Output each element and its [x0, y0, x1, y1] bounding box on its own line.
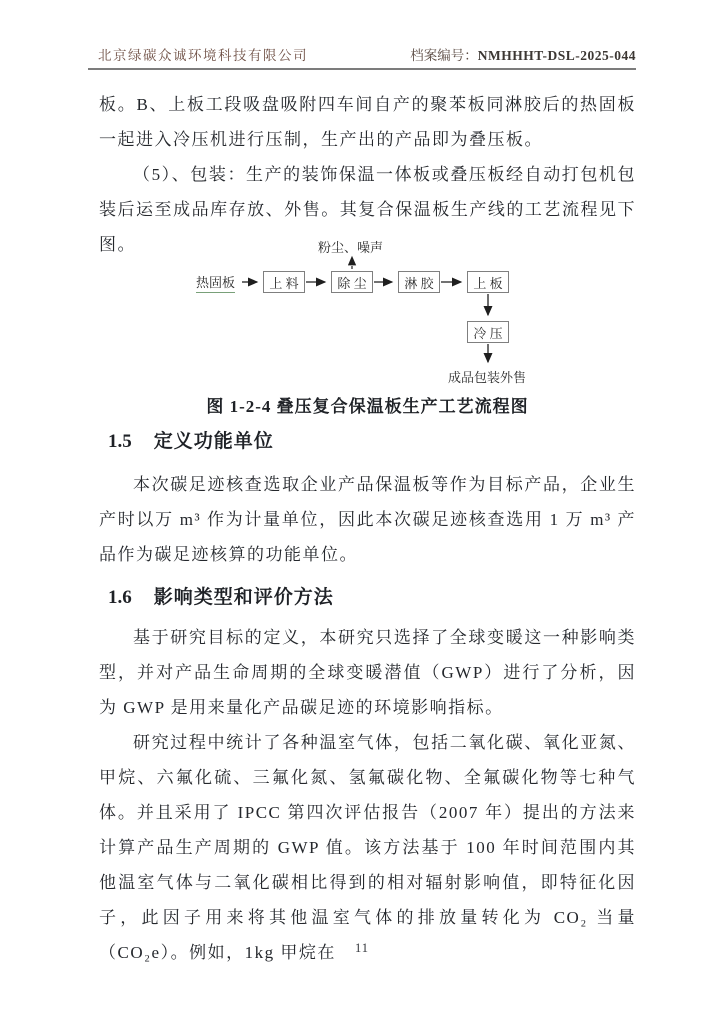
- section-number: 1.6: [108, 587, 132, 608]
- section-1-5-paragraph: 本次碳足迹核查选取企业产品保温板等作为目标产品，企业生产时以万 m³ 作为计量单位，因此本次碳足迹核查选用 1 万 m³ 产品作为碳足迹核算的功能单位。: [99, 475, 636, 564]
- intro-paragraph-2: （5）、包装：生产的装饰保温一体板或叠压板经自动打包机包装后运至成品库存放、外售。其复合保温板生产线的工艺流程见下图。: [99, 165, 636, 254]
- flow-step-dedust: 除 尘: [331, 271, 373, 293]
- flow-step-gluing: 淋 胶: [398, 271, 440, 293]
- intro-paragraph-1: 板。B、上板工段吸盘吸附四车间自产的聚苯板同淋胶后的热固板一起进入冷压机进行压制，生产出的产品即为叠压板。: [99, 95, 636, 149]
- figure-caption: 图 1-2-4 叠压复合保温板生产工艺流程图: [206, 397, 529, 416]
- flow-step-feeding: 上 料: [263, 271, 305, 293]
- flow-emission-label: 粉尘、噪声: [318, 240, 384, 255]
- flow-step-boarding: 上 板: [467, 271, 509, 293]
- flow-step-coldpress: 冷 压: [467, 321, 509, 343]
- flow-input-label: 热固板: [196, 272, 235, 293]
- section-heading-1-6: [108, 582, 636, 609]
- section-heading-1-5: [108, 426, 636, 453]
- process-flowchart: [180, 236, 560, 388]
- page-number: 11: [354, 941, 370, 955]
- page-header: [88, 40, 636, 70]
- archive-number-field: [410, 44, 636, 64]
- archive-label: 档案编号：: [410, 48, 478, 63]
- section-title: 定义功能单位: [153, 431, 274, 452]
- section-1-6-paragraph-1: 基于研究目标的定义，本研究只选择了全球变暖这一种影响类型，并对产品生命周期的全球变暖潜值（GWP）进行了分析，因为 GWP 是用来量化产品碳足迹的环境影响指标。: [99, 628, 636, 717]
- section-number: 1.5: [108, 431, 132, 452]
- company-name: 北京绿碳众诚环境科技有限公司: [98, 48, 308, 63]
- flowchart-arrows: [180, 236, 560, 388]
- archive-number: NMHHHT-DSL-2025-044: [477, 48, 636, 63]
- section-title: 影响类型和评价方法: [153, 587, 334, 608]
- flow-output-label: 成品包装外售: [448, 370, 527, 385]
- section-1-6-paragraph-2: 研究过程中统计了各种温室气体，包括二氧化碳、氧化亚氮、甲烷、六氟化硫、三氟化氮、氢氟碳化物、全氟碳化物等七种气体。并且采用了 IPCC 第四次评估报告（2007 年）提出的方法来计算产品生产周期的 GWP 值。该方法基于 100 年时间范围内其他温室气体与二氧化碳相比得到的相对辐射影响值，即特征化因子，此因子用来将其他温室气体的排放量转化为 CO₂ 当量（CO₂e）。例如，1kg 甲烷在: [99, 733, 636, 962]
